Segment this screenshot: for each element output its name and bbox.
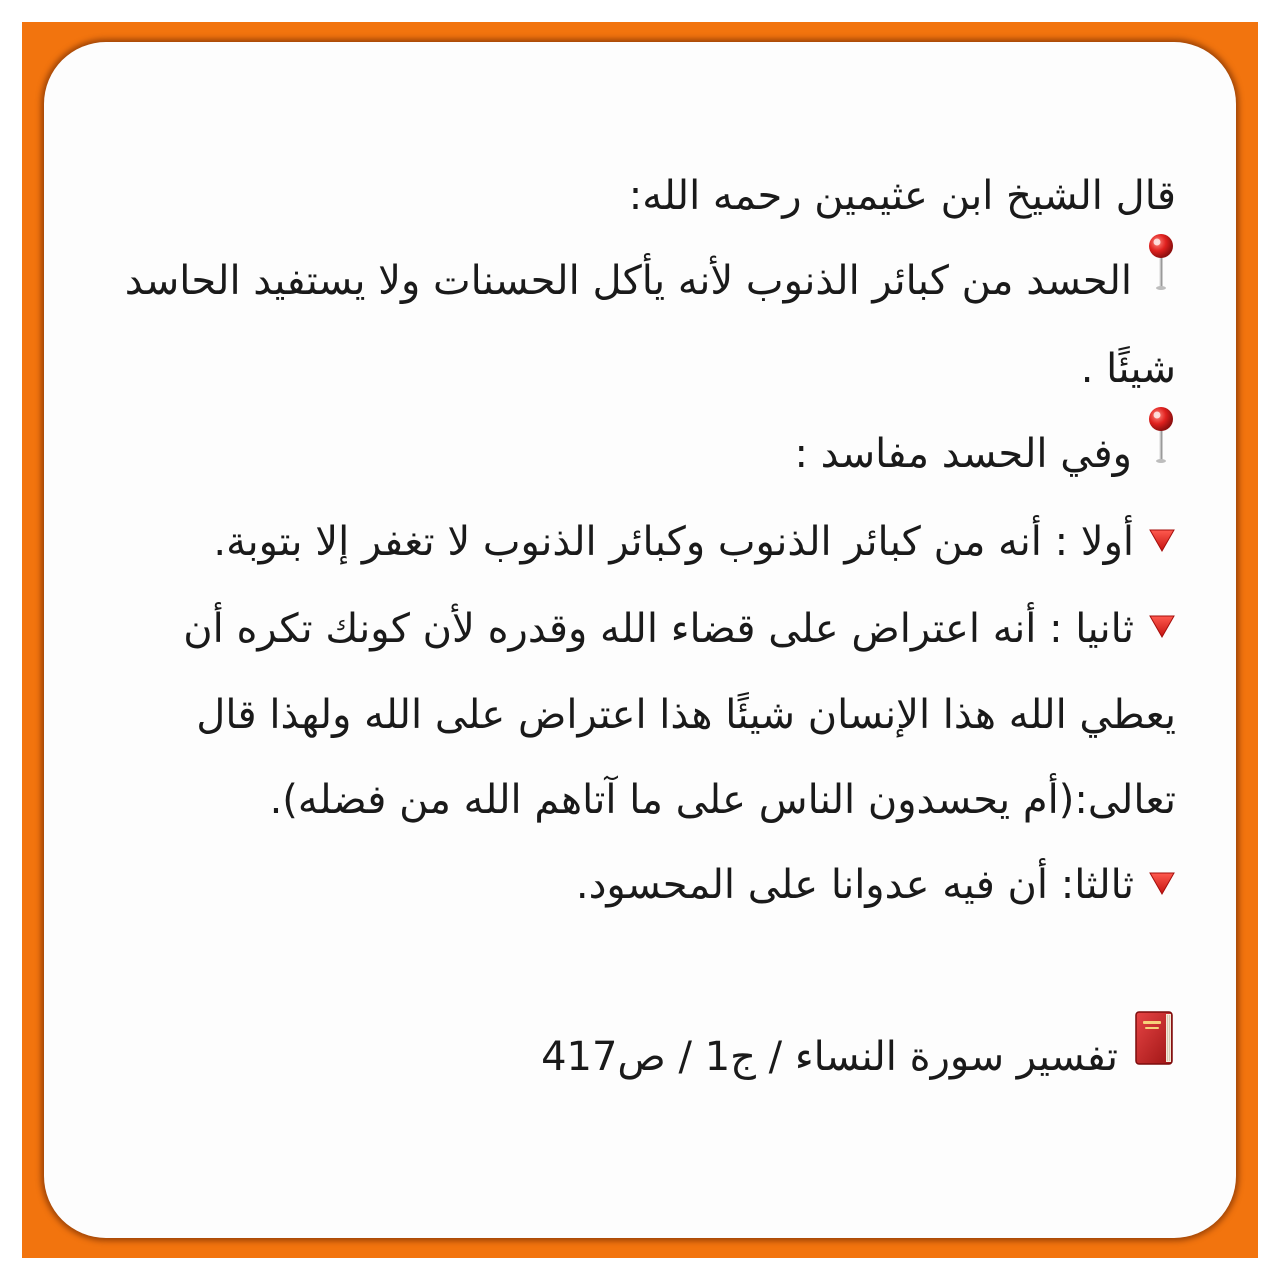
round-pushpin-icon xyxy=(1146,239,1176,327)
harm-text: ثانيا : أنه اعتراض على قضاء الله وقدره لأن كونك تكره أن يعطي الله هذا الإنسان شيئًا هذا اعتراض على الله ولهذا قال تعالى:(أم يحسدون الناس على ما آتاهم الله من فضله). xyxy=(183,605,1176,823)
source-text: تفسير سورة النساء / ج1 / ص417 xyxy=(541,1033,1118,1080)
source-citation xyxy=(104,1015,1176,1103)
quote-content xyxy=(104,154,1176,1103)
blank-line xyxy=(104,930,1176,1015)
harm-second xyxy=(104,587,1176,844)
red-triangle-down-icon xyxy=(1148,502,1176,587)
text-card xyxy=(44,42,1236,1238)
point-envy-harms xyxy=(104,412,1176,500)
harm-third xyxy=(104,843,1176,930)
red-triangle-down-icon xyxy=(1148,588,1176,673)
harm-first xyxy=(104,500,1176,587)
closed-book-icon xyxy=(1132,1015,1176,1103)
harm-text: ثالثا: أن فيه عدوانا على المحسود. xyxy=(575,862,1134,908)
orange-frame xyxy=(22,22,1258,1258)
intro-text: قال الشيخ ابن عثيمين رحمه الله: xyxy=(628,173,1176,219)
harm-text: أولا : أنه من كبائر الذنوب وكبائر الذنوب لا تغفر إلا بتوبة. xyxy=(213,519,1134,565)
point-text: الحسد من كبائر الذنوب لأنه يأكل الحسنات ولا يستفيد الحاسد شيئًا . xyxy=(124,258,1176,392)
intro-line xyxy=(104,154,1176,239)
point-envy-major-sin xyxy=(104,239,1176,412)
point-text: وفي الحسد مفاسد : xyxy=(794,431,1132,477)
red-triangle-down-icon xyxy=(1148,845,1176,930)
round-pushpin-icon xyxy=(1146,412,1176,500)
